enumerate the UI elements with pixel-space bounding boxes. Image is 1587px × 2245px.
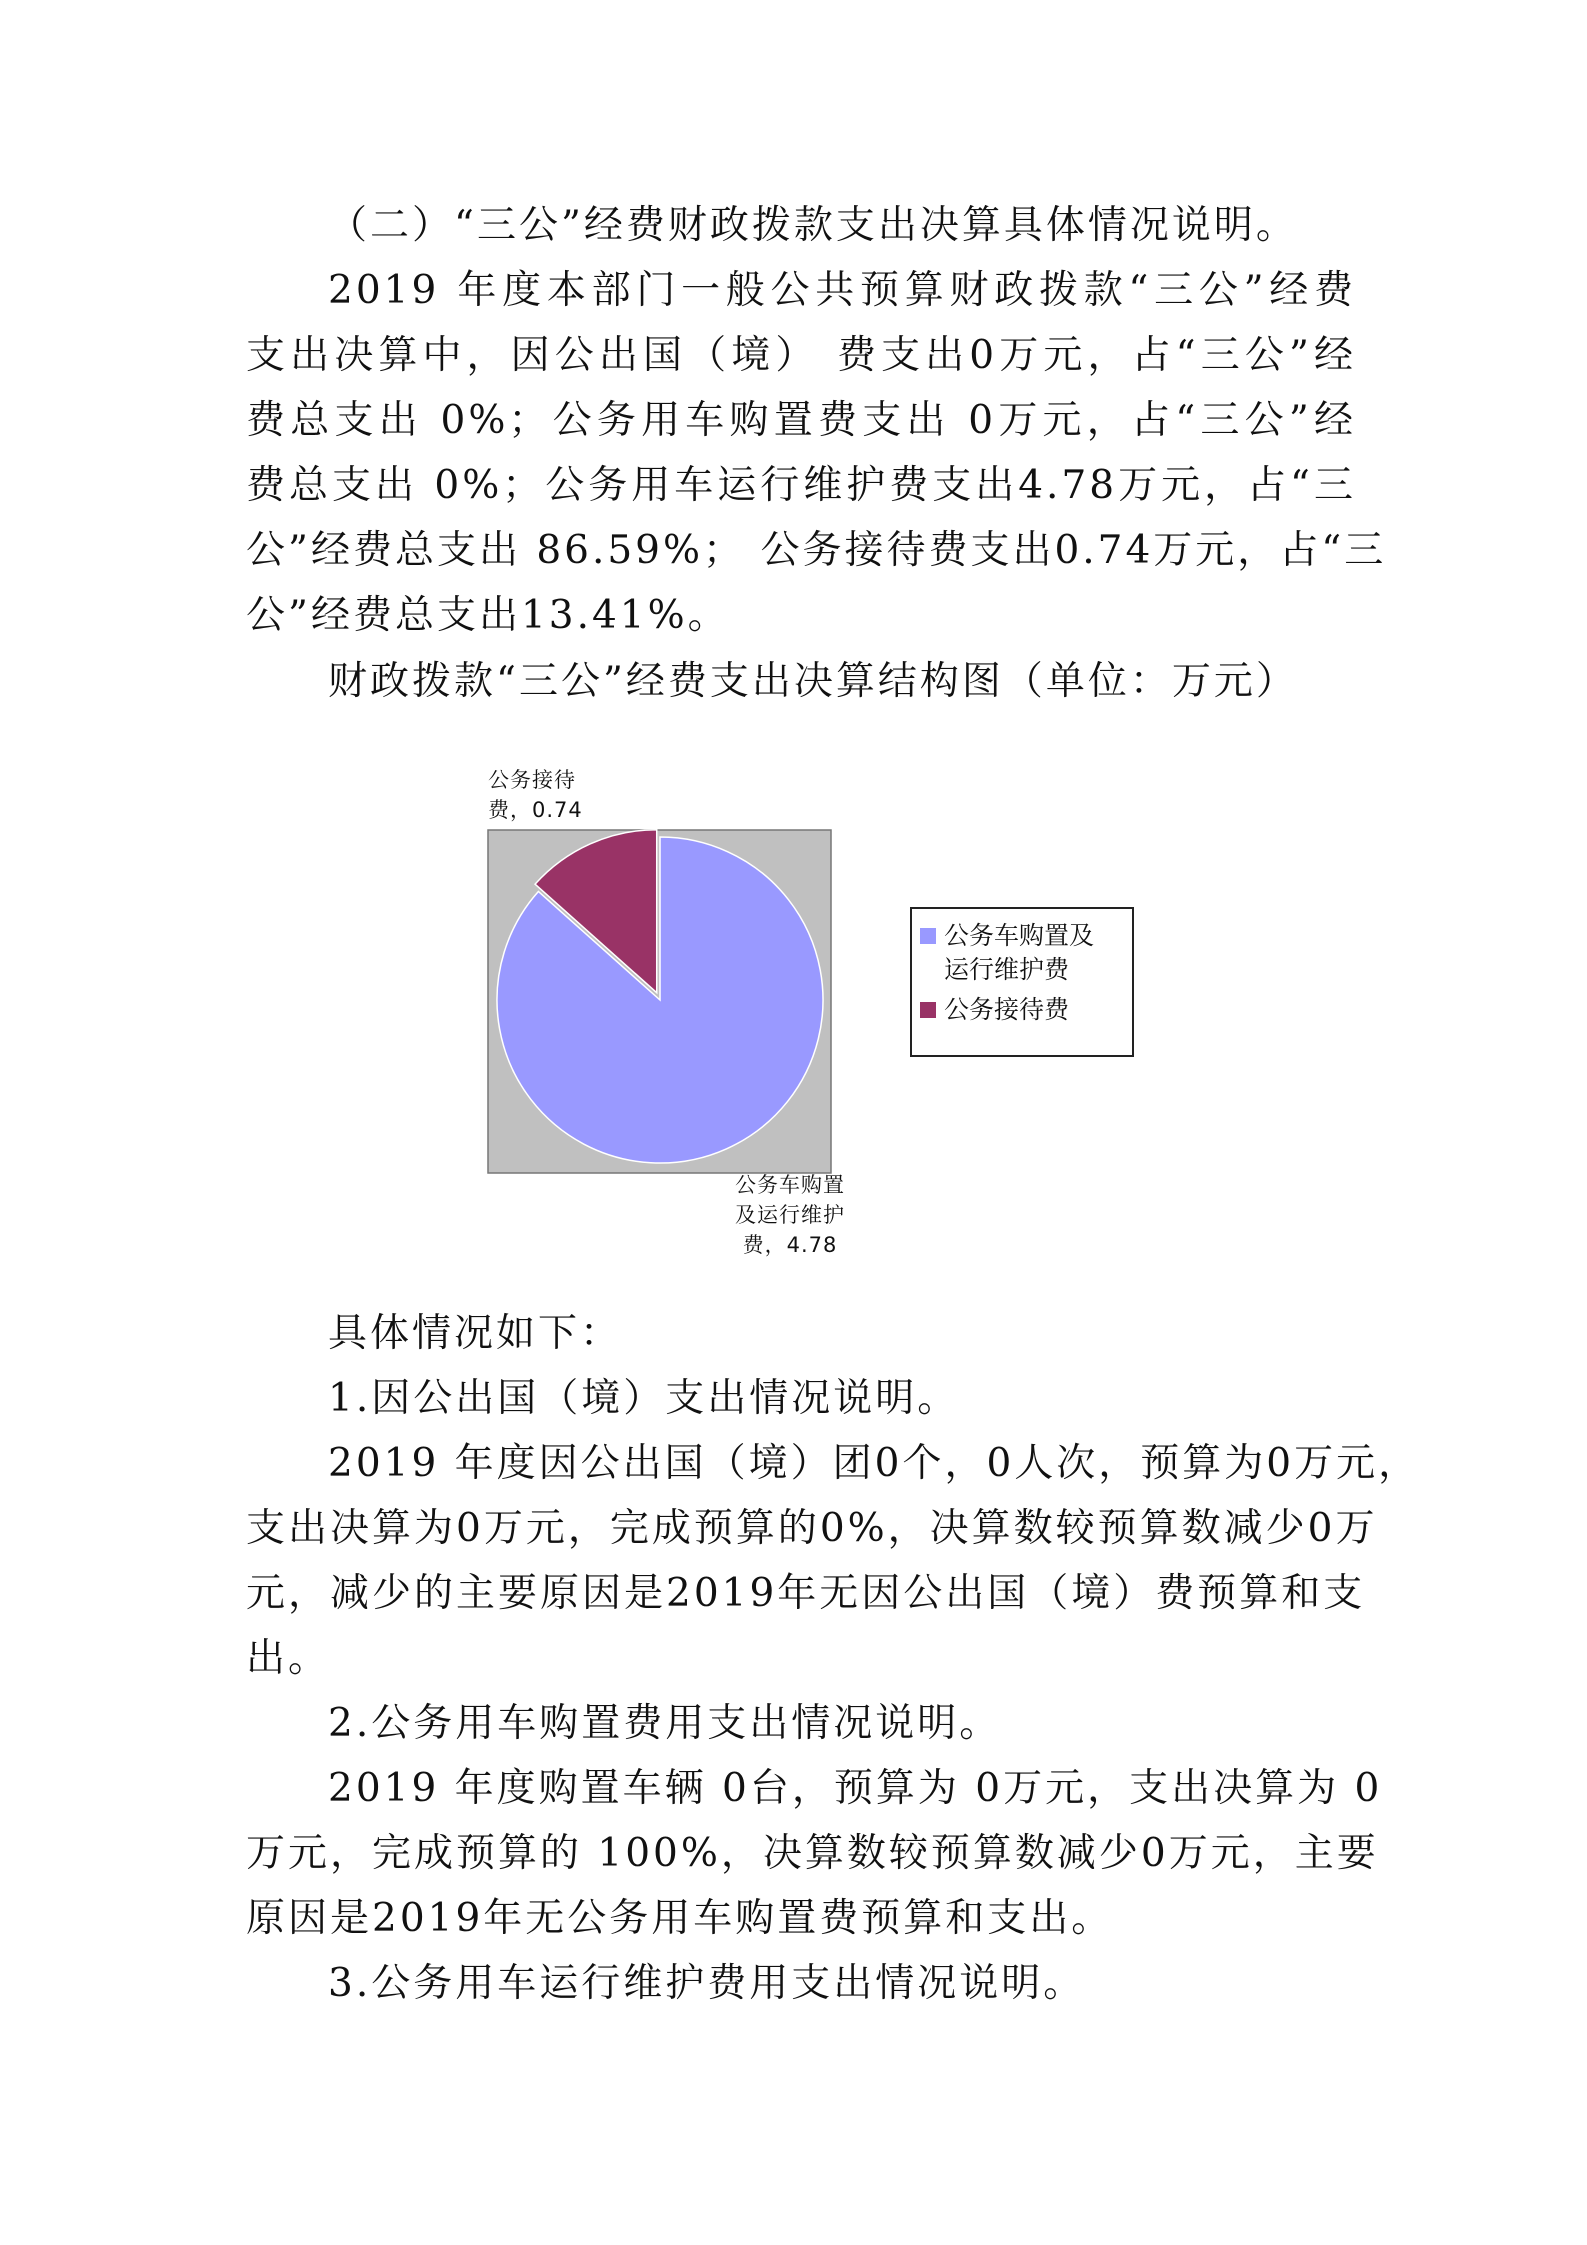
item1-line-3: 元，减少的主要原因是2019年无因公出国（境）费预算和支: [246, 1571, 1366, 1616]
item2-heading: 2.公务用车购置费用支出情况说明。: [328, 1701, 1002, 1746]
legend-swatch-reception: [920, 1002, 936, 1018]
legend-item-vehicle: [920, 919, 1124, 987]
item1-line-2: 支出决算为0万元，完成预算的0%，决算数较预算数减少0万: [246, 1506, 1378, 1551]
item1-line-1: 2019 年度因公出国（境）团0个，0人次，预算为0万元，: [328, 1441, 1421, 1486]
legend-swatch-vehicle: [920, 928, 936, 944]
paragraph1-line-1: 2019 年度本部门一般公共预算财政拨款“三公”经费: [328, 268, 1356, 313]
item1-line-4: 出。: [246, 1636, 331, 1681]
item2-line-2: 万元，完成预算的 100%，决算数较预算数减少0万元，主要: [246, 1831, 1379, 1876]
paragraph1-line-2: 支出决算中，因公出国（境） 费支出0万元，占“三公”经: [246, 333, 1356, 378]
paragraph1-line-6: 公”经费总支出13.41%。: [246, 593, 730, 638]
paragraph1-line-5: 公”经费总支出 86.59%； 公务接待费支出0.74万元，占“三: [246, 528, 1387, 573]
item2-line-3: 原因是2019年无公务用车购置费预算和支出。: [246, 1896, 1114, 1941]
chart-caption: 财政拨款“三公”经费支出决算结构图（单位：万元）: [328, 659, 1298, 704]
item1-heading: 1.因公出国（境）支出情况说明。: [328, 1376, 960, 1421]
paragraph1-line-4: 费总支出 0%；公务用车运行维护费支出4.78万元，占“三: [246, 463, 1356, 508]
legend-item-reception: [920, 993, 1124, 1027]
item3-heading: 3.公务用车运行维护费用支出情况说明。: [328, 1961, 1086, 2006]
item2-line-1: 2019 年度购置车辆 0台，预算为 0万元，支出决算为 0: [328, 1766, 1383, 1811]
section-heading: （二）“三公”经费财政拨款支出决算具体情况说明。: [328, 203, 1298, 248]
legend-label-reception: 公务接待费: [944, 995, 1070, 1024]
data-label-vehicle: 公务车购置 及运行维护 费，4.78: [735, 1173, 845, 1257]
data-label-reception: 公务接待 费，0.74: [488, 768, 583, 822]
pie-chart: [480, 765, 1160, 1265]
details-intro: 具体情况如下：: [328, 1311, 623, 1356]
paragraph1-line-3: 费总支出 0%；公务用车购置费支出 0万元，占“三公”经: [246, 398, 1356, 443]
legend-label-vehicle: 公务车购置及 运行维护费: [944, 921, 1095, 984]
chart-legend: [910, 907, 1134, 1057]
